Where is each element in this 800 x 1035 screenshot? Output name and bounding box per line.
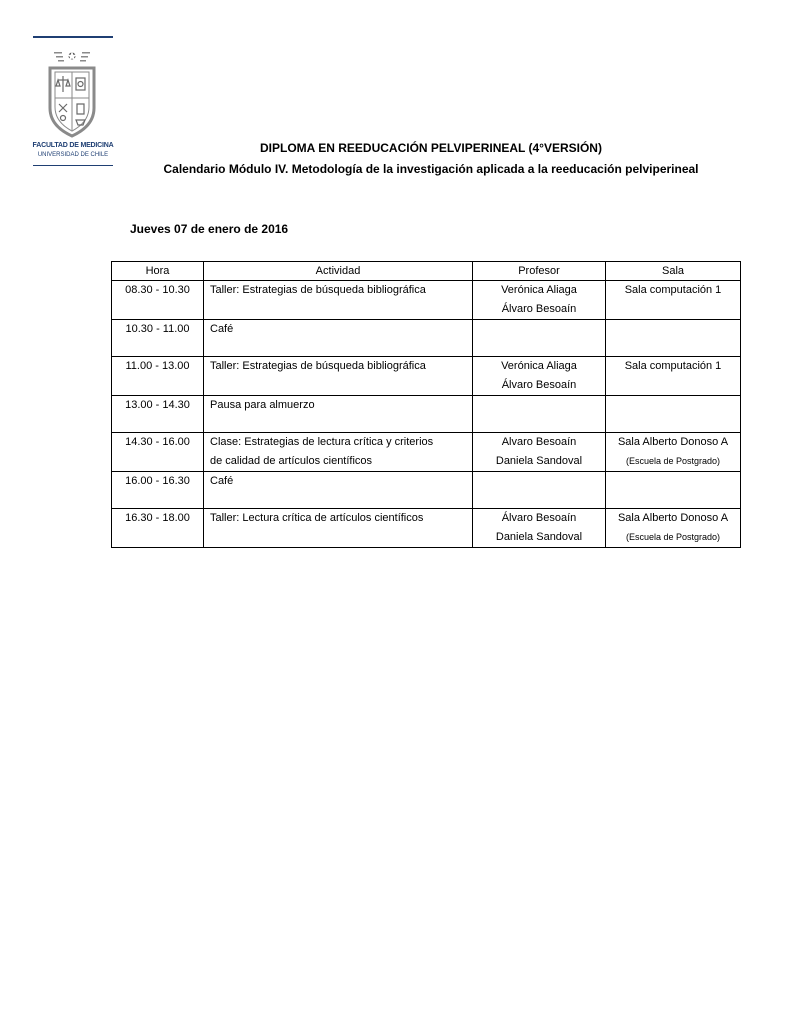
profesor-line: Verónica Aliaga xyxy=(501,284,577,296)
cell-actividad xyxy=(204,433,473,472)
crest-icon xyxy=(40,42,104,142)
sala-line: Sala Alberto Donoso A xyxy=(617,512,729,524)
table-row xyxy=(112,357,741,396)
cell-sala xyxy=(606,320,741,357)
actividad-line: Taller: Estrategias de búsqueda bibliográfica xyxy=(210,360,426,372)
actividad-line: Clase: Estrategias de lectura crítica y criterios xyxy=(210,436,434,448)
cell-actividad xyxy=(204,320,473,357)
cell-profesor xyxy=(473,433,606,472)
profesor-line: Álvaro Besoaín xyxy=(501,303,577,315)
actividad-line: Café xyxy=(210,475,234,487)
cell-profesor xyxy=(473,320,606,357)
logo-university-text: UNIVERSIDAD DE CHILE xyxy=(37,152,109,158)
logo-faculty-text: FACULTAD DE MEDICINA xyxy=(32,142,114,149)
cell-hora: 08.30 - 10.30 xyxy=(112,281,204,320)
cell-profesor xyxy=(473,281,606,320)
column-header-hora: Hora xyxy=(112,262,204,281)
table-row xyxy=(112,472,741,509)
cell-hora: 16.00 - 16.30 xyxy=(112,472,204,509)
actividad-line: Taller: Lectura crítica de artículos científicos xyxy=(210,512,424,524)
cell-sala xyxy=(606,396,741,433)
column-header-profesor: Profesor xyxy=(473,262,606,281)
cell-profesor xyxy=(473,472,606,509)
cell-sala xyxy=(606,433,741,472)
cell-hora: 10.30 - 11.00 xyxy=(112,320,204,357)
profesor-line: Álvaro Besoaín xyxy=(501,379,577,391)
cell-actividad xyxy=(204,472,473,509)
cell-actividad xyxy=(204,509,473,548)
document-subtitle: Calendario Módulo IV. Metodología de la investigación aplicada a la reeducación pelviperineal xyxy=(163,162,699,176)
column-header-actividad: Actividad xyxy=(204,262,473,281)
cell-actividad xyxy=(204,281,473,320)
sala-line: Sala Alberto Donoso A xyxy=(617,436,729,448)
sala-subline: (Escuela de Postgrado) xyxy=(625,456,721,466)
actividad-line: Pausa para almuerzo xyxy=(210,399,315,411)
cell-profesor xyxy=(473,509,606,548)
profesor-line: Álvaro Besoaín xyxy=(501,512,577,524)
cell-actividad xyxy=(204,396,473,433)
table-header-row xyxy=(112,262,741,281)
cell-sala xyxy=(606,357,741,396)
sala-line: Sala computación 1 xyxy=(624,284,722,296)
table-row xyxy=(112,509,741,548)
actividad-line: de calidad de artículos científicos xyxy=(210,455,373,467)
cell-actividad xyxy=(204,357,473,396)
logo-top-rule xyxy=(33,36,113,38)
profesor-line: Verónica Aliaga xyxy=(501,360,577,372)
schedule-table xyxy=(111,261,741,548)
document-title: DIPLOMA EN REEDUCACIÓN PELVIPERINEAL (4°VERSIÓN) xyxy=(260,141,602,155)
cell-hora: 11.00 - 13.00 xyxy=(112,357,204,396)
cell-profesor xyxy=(473,357,606,396)
table-row xyxy=(112,396,741,433)
table-row xyxy=(112,433,741,472)
cell-sala xyxy=(606,509,741,548)
sala-line: Sala computación 1 xyxy=(624,360,722,372)
profesor-line: Alvaro Besoaín xyxy=(501,436,577,448)
table-row xyxy=(112,320,741,357)
column-header-sala: Sala xyxy=(606,262,741,281)
cell-hora: 14.30 - 16.00 xyxy=(112,433,204,472)
cell-hora: 16.30 - 18.00 xyxy=(112,509,204,548)
date-heading: Jueves 07 de enero de 2016 xyxy=(130,222,289,236)
cell-sala xyxy=(606,281,741,320)
profesor-line: Daniela Sandoval xyxy=(495,531,583,543)
cell-hora: 13.00 - 14.30 xyxy=(112,396,204,433)
cell-sala xyxy=(606,472,741,509)
sala-subline: (Escuela de Postgrado) xyxy=(625,532,721,542)
actividad-line: Taller: Estrategias de búsqueda bibliográfica xyxy=(210,284,426,296)
table-row xyxy=(112,281,741,320)
profesor-line: Daniela Sandoval xyxy=(495,455,583,467)
cell-profesor xyxy=(473,396,606,433)
actividad-line: Café xyxy=(210,323,234,335)
